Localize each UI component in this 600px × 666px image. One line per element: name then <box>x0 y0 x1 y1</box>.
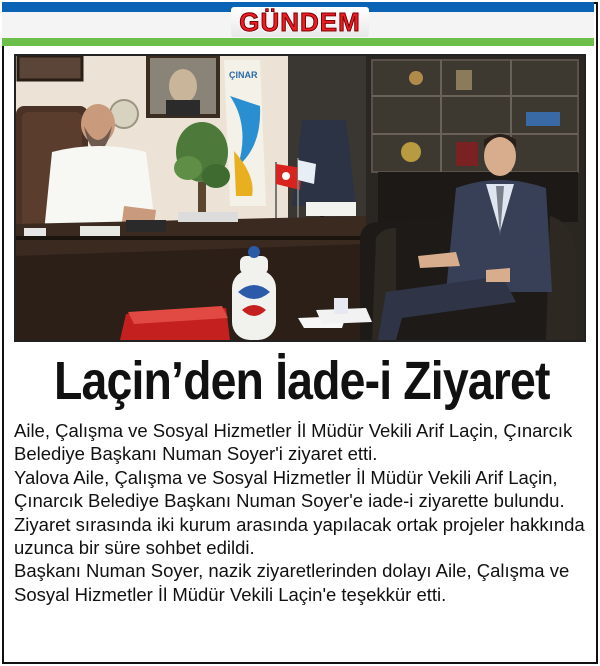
article-paragraph: Yalova Aile, Çalışma ve Sosyal Hizmetler İl Müdür Vekili Arif Laçin, Çınarcık Belediye Başkanı Numan Soyer'e iade-i ziyarette bulundu. Ziyaret sırasında iki kurum arasında yapılacak ortak projeler hakkında uzunca bir süre sohbet edildi. <box>14 466 585 559</box>
article-paragraph: Başkanı Numan Soyer, nazik ziyaretlerinden dolayı Aile, Çalışma ve Sosyal Hizmetler İl Müdür Vekili Laçin'e teşekkür etti. <box>14 560 570 605</box>
header-green-band <box>2 38 594 46</box>
flag-banner-text: ÇINAR <box>229 70 258 80</box>
article-body <box>14 419 586 606</box>
section-kicker-label: GÜNDEM <box>231 7 369 37</box>
article-paragraph: Aile, Çalışma ve Sosyal Hizmetler İl Müdür Vekili Arif Laçin, Çınarcık Belediye Başkanı Numan Soyer'i ziyaret etti. <box>14 420 573 465</box>
article-photo <box>14 54 586 342</box>
section-kicker <box>0 7 600 38</box>
article-headline: Laçin’den İade-i Ziyaret <box>54 351 550 411</box>
